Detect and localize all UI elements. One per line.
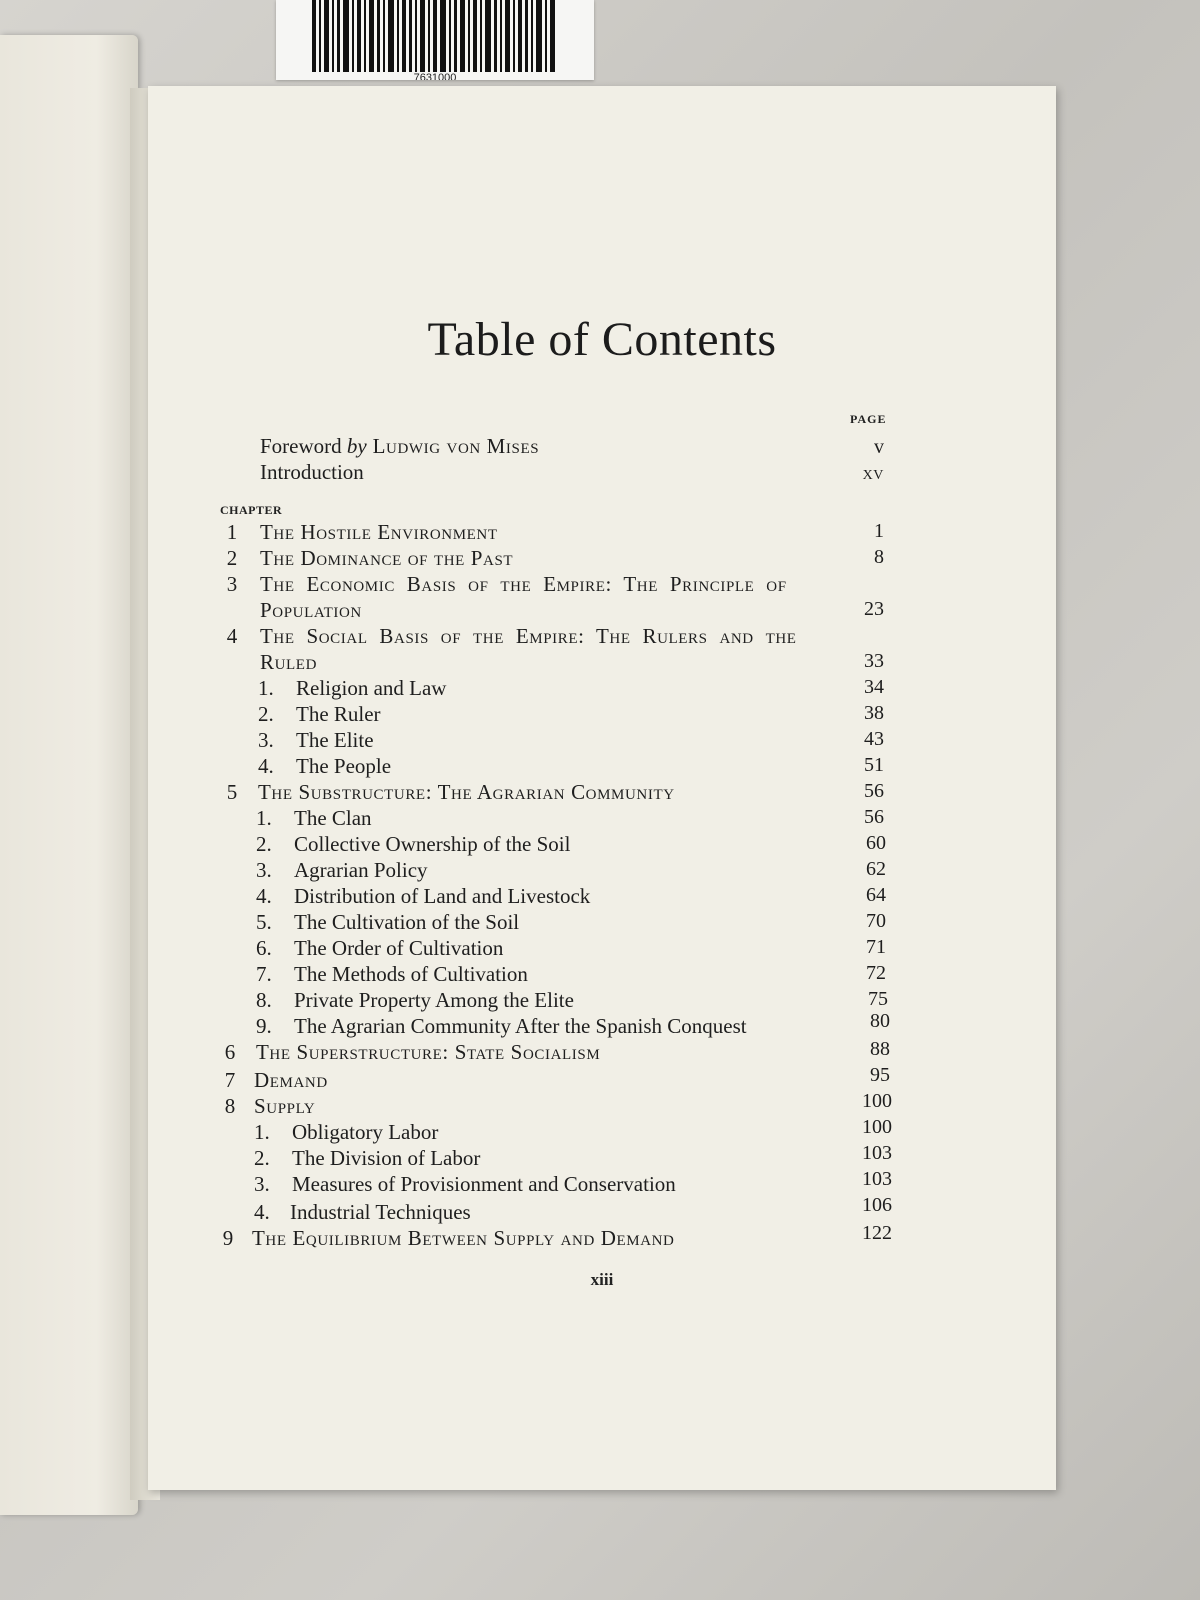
section-number: 9. bbox=[256, 1014, 272, 1038]
page-title: Table of Contents bbox=[427, 313, 777, 366]
toc-section[interactable]: Obligatory Labor bbox=[292, 1120, 439, 1144]
page-number: 80 bbox=[870, 1010, 890, 1032]
page-number: 62 bbox=[866, 858, 886, 880]
page-number: 60 bbox=[866, 832, 886, 854]
page-number: 106 bbox=[862, 1194, 892, 1216]
toc-chapter-1[interactable]: The Hostile Environment bbox=[260, 520, 498, 544]
toc-section[interactable]: The Cultivation of the Soil bbox=[294, 910, 520, 934]
page-number: 95 bbox=[870, 1064, 890, 1086]
toc-section[interactable]: The Clan bbox=[294, 806, 372, 830]
barcode-sticker bbox=[276, 0, 594, 80]
section-number: 4. bbox=[254, 1200, 270, 1224]
section-number: 2. bbox=[258, 702, 274, 726]
section-number: 7. bbox=[256, 962, 272, 986]
page-number: 103 bbox=[862, 1142, 892, 1164]
chapter-column-label: CHAPTER bbox=[220, 503, 283, 517]
section-number: 1. bbox=[256, 806, 272, 830]
page-number: xv bbox=[862, 462, 884, 484]
page-number: 100 bbox=[862, 1090, 892, 1112]
page-number: 33 bbox=[864, 650, 884, 672]
toc-chapter-3-continued[interactable]: Population bbox=[260, 598, 362, 622]
page-number: 38 bbox=[864, 702, 884, 724]
toc-section[interactable]: Distribution of Land and Livestock bbox=[294, 884, 591, 908]
toc-chapter-9[interactable]: The Equilibrium Between Supply and Demand bbox=[252, 1226, 675, 1250]
page-number: 100 bbox=[862, 1116, 892, 1138]
page-number: 1 bbox=[874, 520, 884, 542]
barcode-icon bbox=[312, 0, 560, 72]
page-number: 23 bbox=[864, 598, 884, 620]
section-number: 2. bbox=[254, 1146, 270, 1170]
toc-chapter-4-continued[interactable]: Ruled bbox=[260, 650, 317, 674]
toc-section[interactable]: Collective Ownership of the Soil bbox=[294, 832, 571, 856]
section-number: 4. bbox=[256, 884, 272, 908]
page-number: 71 bbox=[866, 936, 886, 958]
toc-section[interactable]: Measures of Provisionment and Conservation bbox=[292, 1172, 676, 1196]
toc-section[interactable]: The Agrarian Community After the Spanish Conquest bbox=[294, 1014, 747, 1038]
page-number: 51 bbox=[864, 754, 884, 776]
section-number: 5. bbox=[256, 910, 272, 934]
barcode-number: 7631000 bbox=[413, 72, 457, 80]
section-number: 6. bbox=[256, 936, 272, 960]
page-column-label: PAGE bbox=[850, 412, 887, 426]
section-number: 3. bbox=[256, 858, 272, 882]
toc-section[interactable]: Religion and Law bbox=[296, 676, 447, 700]
section-number: 4. bbox=[258, 754, 274, 778]
page-number: 8 bbox=[874, 546, 884, 568]
toc-section[interactable]: The Elite bbox=[296, 728, 374, 752]
toc-chapter-2[interactable]: The Dominance of the Past bbox=[260, 546, 514, 570]
section-number: 1. bbox=[258, 676, 274, 700]
toc-chapter-8[interactable]: Supply bbox=[254, 1094, 316, 1118]
toc-chapter-3[interactable]: The Economic Basis of the Empire: The Principle of bbox=[260, 572, 787, 596]
section-number: 3. bbox=[258, 728, 274, 752]
page-number: 122 bbox=[862, 1222, 892, 1244]
page-number: 43 bbox=[864, 728, 884, 750]
toc-entry-introduction[interactable]: Introduction bbox=[260, 460, 364, 484]
toc-section[interactable]: The People bbox=[296, 754, 392, 778]
toc-chapter-4[interactable]: The Social Basis of the Empire: The Rulers and the bbox=[260, 624, 797, 648]
toc-section[interactable]: The Methods of Cultivation bbox=[294, 962, 528, 986]
section-number: 3. bbox=[254, 1172, 270, 1196]
toc-chapter-6[interactable]: The Superstructure: State Socialism bbox=[256, 1040, 601, 1064]
page-number: 75 bbox=[868, 988, 888, 1010]
page-number: 64 bbox=[866, 884, 886, 906]
page-number: 103 bbox=[862, 1168, 892, 1190]
page-number: v bbox=[874, 436, 884, 458]
page-number: 34 bbox=[864, 676, 884, 698]
toc-section[interactable]: Private Property Among the Elite bbox=[294, 988, 574, 1012]
toc-section[interactable]: The Order of Cultivation bbox=[294, 936, 504, 960]
toc-section[interactable]: The Ruler bbox=[296, 702, 381, 726]
toc-entry-foreword[interactable] bbox=[260, 434, 539, 459]
foreword-author: Ludwig von Mises bbox=[366, 434, 540, 458]
section-number: 8. bbox=[256, 988, 272, 1012]
toc-section[interactable]: The Division of Labor bbox=[292, 1146, 481, 1170]
footer-page-number: xiii bbox=[590, 1270, 614, 1289]
toc-section[interactable]: Agrarian Policy bbox=[294, 858, 428, 882]
page-number: 56 bbox=[864, 806, 884, 828]
page-number: 88 bbox=[870, 1038, 890, 1060]
toc-chapter-5[interactable]: The Substructure: The Agrarian Community bbox=[258, 780, 675, 804]
section-number: 1. bbox=[254, 1120, 270, 1144]
foreword-prefix: Foreword bbox=[260, 434, 347, 458]
page-number: 56 bbox=[864, 780, 884, 802]
page-number: 70 bbox=[866, 910, 886, 932]
page-number: 72 bbox=[866, 962, 886, 984]
toc-section[interactable]: Industrial Techniques bbox=[290, 1200, 471, 1224]
section-number: 2. bbox=[256, 832, 272, 856]
foreword-by: by bbox=[346, 434, 367, 458]
toc-chapter-7[interactable]: Demand bbox=[254, 1068, 328, 1092]
left-book-page bbox=[0, 35, 138, 1515]
